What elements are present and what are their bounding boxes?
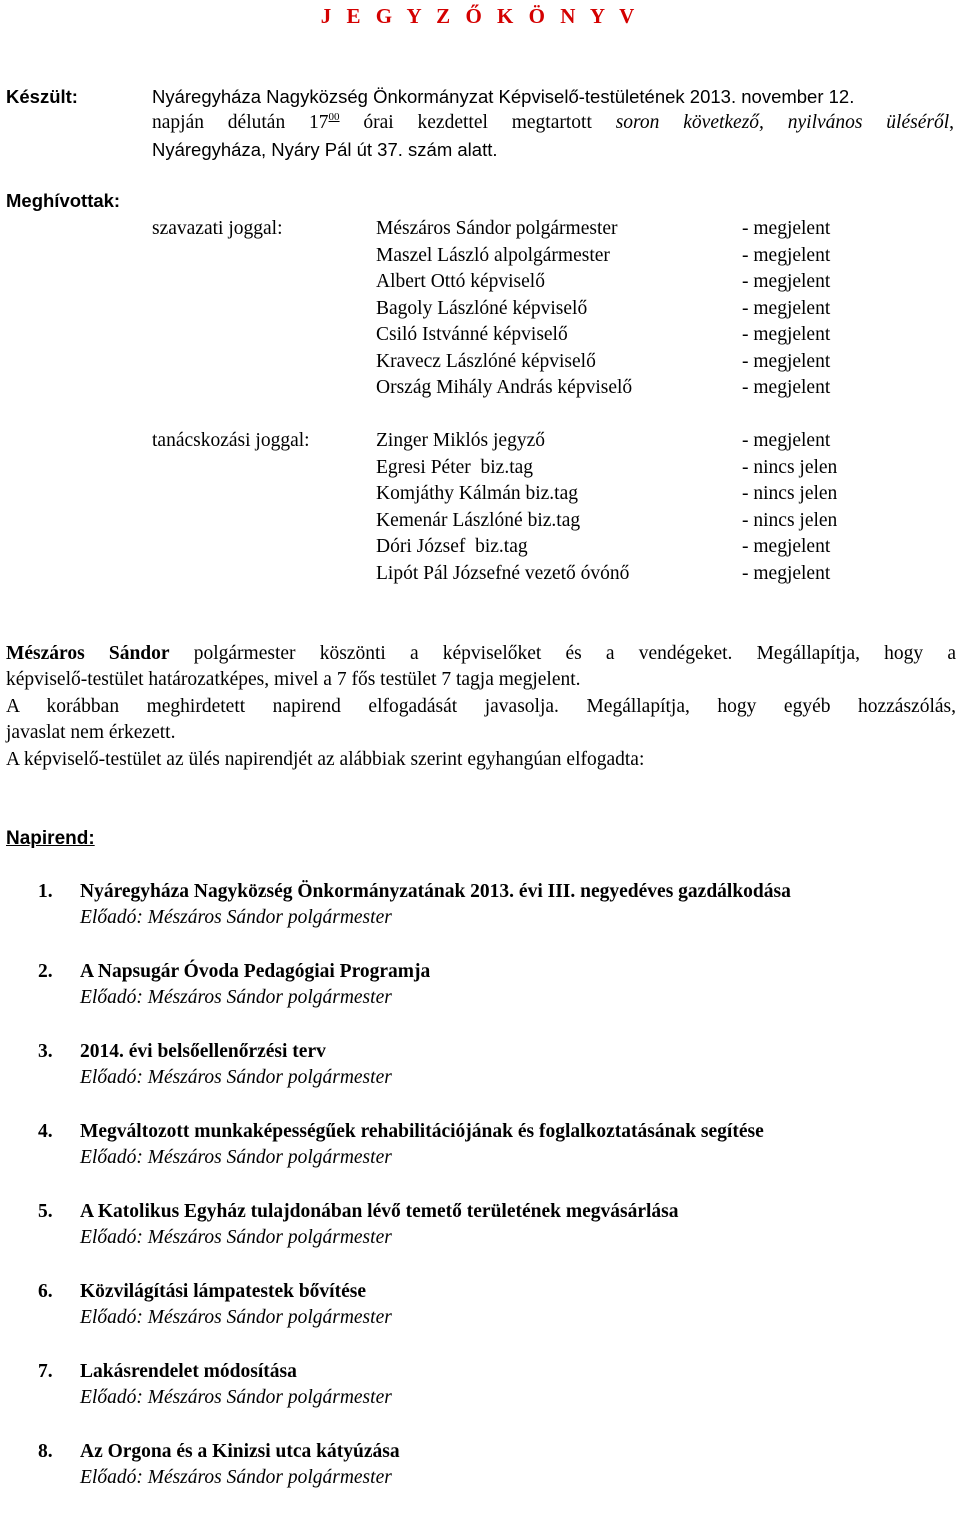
member-name: Mészáros Sándor polgármester [376,218,618,239]
member-name: Kravecz Lászlóné képviselő [376,350,596,372]
member-row [376,428,876,455]
agenda-number: 1. [38,881,53,902]
made-description [152,84,954,163]
member-name: Maszel László alpolgármester [376,244,610,266]
member-status: - nincs jelen [742,509,838,531]
agenda-presenter: Előadó: Mészáros Sándor polgármester [80,907,392,928]
member-status: - megjelent [742,271,831,292]
agenda-presenter: Előadó: Mészáros Sándor polgármester [80,1307,392,1328]
agenda-title: Az Orgona és a Kinizsi utca kátyúzása [80,1441,400,1462]
agenda-title: A Katolikus Egyház tulajdonában lévő temető területének megvásárlása [80,1201,679,1222]
agenda-item [38,879,948,959]
made-line-1: Nyáregyháza Nagyközség Önkormányzat Képviselő-testületének 2013. november 12. [152,86,855,107]
made-line-2-post: , [949,112,955,134]
member-name: Komjáthy Kálmán biz.tag [376,483,578,504]
member-name: Zinger Miklós jegyző [376,430,545,451]
member-status: - megjelent [742,377,831,398]
paragraph-2-line-1: A korábban meghirdetett napirend elfogadását javasolja. Megállapítja, hogy egyéb hozzászólás, [6,695,956,717]
agenda-number: 4. [38,1121,53,1142]
advisory-rights-label: tanácskozási joggal: [152,430,310,451]
member-name: Ország Mihály András képviselő [376,377,633,398]
meeting-type: soron következő, nyilvános üléséről [615,112,950,134]
mayor-name: Mészáros Sándor [6,643,170,664]
paragraph-1-rest: polgármester köszönti a képviselőket és a vendégeket. Megállapítja, hogy a [169,643,956,664]
made-line-2-pre: napján délután 17 [152,112,329,134]
made-line-3: Nyáregyháza, Nyáry Pál út 37. szám alatt. [152,138,498,160]
agenda-presenter: Előadó: Mészáros Sándor polgármester [80,1067,392,1088]
member-row [376,534,876,561]
agenda-list [38,879,948,1519]
agenda-presenter: Előadó: Mészáros Sándor polgármester [80,1467,392,1488]
agenda-number: 7. [38,1361,53,1382]
agenda-number: 5. [38,1201,53,1222]
agenda-title: Közvilágítási lámpatestek bővítése [80,1281,366,1302]
paragraph-1-line-2: képviselő-testület határozatképes, mivel a 7 fős testület 7 tagja megjelent. [6,669,581,691]
member-row [376,296,876,323]
agenda-title: Megváltozott munkaképességűek rehabilitációjának és foglalkoztatásának segítése [80,1121,764,1142]
agenda-presenter: Előadó: Mészáros Sándor polgármester [80,1147,392,1168]
member-status: - megjelent [742,350,831,372]
agenda-presenter: Előadó: Mészáros Sándor polgármester [80,987,392,1008]
member-status: - megjelent [742,244,831,266]
agenda-number: 2. [38,961,53,982]
member-status: - megjelent [742,430,831,451]
agenda-number: 3. [38,1041,53,1062]
agenda-presenter: Előadó: Mészáros Sándor polgármester [80,1227,392,1248]
advisory-members-list [376,428,876,587]
member-row [376,508,876,535]
paragraph-1-line-1 [6,641,956,667]
member-row [376,216,876,243]
agenda-title: Nyáregyháza Nagyközség Önkormányzatának 2013. évi III. negyedéves gazdálkodása [80,881,791,902]
member-row [376,455,876,482]
member-row [376,349,876,376]
member-name: Lipót Pál Józsefné vezető óvónő [376,562,630,584]
agenda-number: 8. [38,1441,53,1462]
member-name: Dóri József biz.tag [376,536,528,557]
voting-rights-label: szavazati joggal: [152,218,283,239]
member-row [376,561,876,588]
made-line-2-mid: órai kezdettel megtartott [339,112,616,134]
member-status: - megjelent [742,536,831,557]
meeting-opening-text [6,641,956,773]
member-status: - megjelent [742,324,831,345]
agenda-item [38,1199,948,1279]
member-status: - megjelent [742,218,831,239]
member-status: - nincs jelen [742,483,838,504]
paragraph-2-line-2: javaslat nem érkezett. [6,722,176,744]
agenda-heading: Napirend: [6,828,95,849]
member-status: - megjelent [742,562,831,584]
document-title: J E G Y Z Ő K Ö N Y V [320,4,640,28]
agenda-number: 6. [38,1281,53,1302]
member-row [376,243,876,270]
paragraph-3: A képviselő-testület az ülés napirendjét az alábbiak szerint egyhangúan elfogadta: [6,748,645,770]
member-row [376,481,876,508]
voting-members-list [376,216,876,402]
agenda-item [38,1119,948,1199]
member-row [376,269,876,296]
member-name: Csiló Istvánné képviselő [376,324,568,345]
made-label: Készült: [6,86,78,107]
member-name: Kemenár Lászlóné biz.tag [376,509,581,531]
member-name: Egresi Péter biz.tag [376,456,534,478]
member-row [376,375,876,402]
agenda-presenter: Előadó: Mészáros Sándor polgármester [80,1387,392,1408]
agenda-item [38,1039,948,1119]
time-superscript: 00 [328,111,340,124]
member-status: - megjelent [742,297,831,319]
agenda-title: A Napsugár Óvoda Pedagógiai Programja [80,961,431,982]
agenda-item [38,959,948,1039]
member-status: - nincs jelen [742,456,838,478]
agenda-item [38,1439,948,1519]
invited-label: Meghívottak: [6,190,121,211]
member-name: Bagoly Lászlóné képviselő [376,297,588,319]
agenda-title: Lakásrendelet módosítása [80,1361,297,1382]
member-row [376,322,876,349]
agenda-title: 2014. évi belsőellenőrzési terv [80,1041,326,1062]
agenda-item [38,1279,948,1359]
agenda-item [38,1359,948,1439]
member-name: Albert Ottó képviselő [376,271,545,292]
made-line-2 [152,110,954,136]
